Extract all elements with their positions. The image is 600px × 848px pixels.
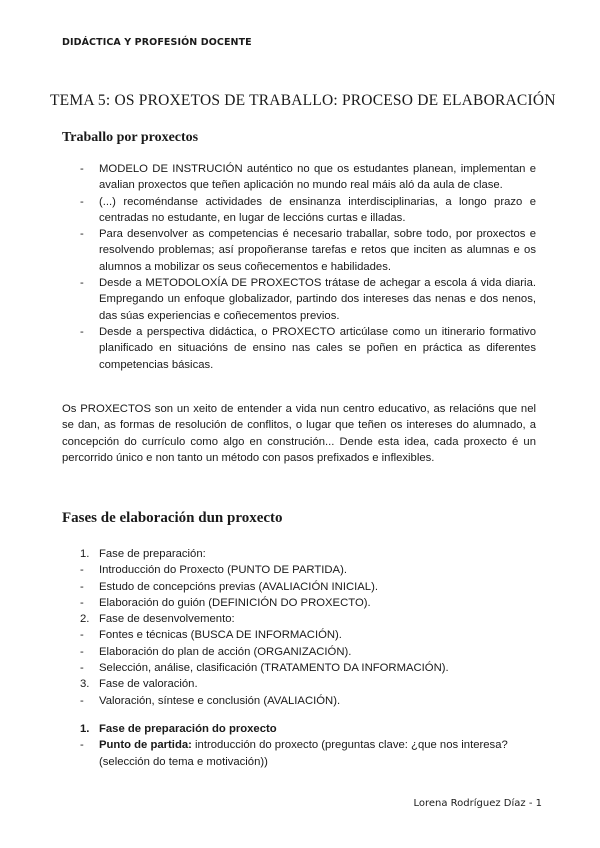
list-item (80, 627, 540, 643)
list-item: - MODELO DE INSTRUCIÓN auténtico no que os estudantes planean, implementan e avalian proxectos que teñen aplicación no mundo real máis aló da aula de clase. (80, 161, 536, 194)
list-item-text: Fase de desenvolvemento: (99, 613, 235, 626)
list-marker: - (80, 645, 84, 658)
list-item: - (...) recoméndanse actividades de ensinanza interdisciplinarias, a longo prazo e centradas no estudante, en lugar de leccións curtas e illadas. (80, 194, 536, 227)
list-item (80, 693, 540, 709)
list-marker: - (80, 739, 84, 752)
list-item (80, 579, 540, 595)
list-marker: - (80, 580, 84, 593)
phases-list (80, 546, 540, 709)
list-item-text: Estudo de concepcións previas (AVALIACIÓN INICIAL). (99, 580, 378, 593)
list-marker: - (80, 694, 84, 707)
subsection-heading-text: Fase de preparación do proxecto (99, 723, 277, 735)
list-item-text: Valoración, síntese e conclusión (AVALIACIÓN). (99, 694, 341, 707)
section-heading-fases: Fases de elaboración dun proxecto (62, 510, 283, 526)
list-item-text: Introducción do Proxecto (PUNTO DE PARTIDA). (99, 564, 347, 577)
list-item: - Para desenvolver as competencias é necesario traballar, sobre todo, por proxectos e resolvendo problemas; así propoñeranse tarefas e retos que inciten as alumnas e os alumnos a mobilizar os seus coñecementos e habilidades. (80, 226, 536, 275)
bullet-list (80, 161, 536, 373)
list-marker: 1. (80, 548, 90, 560)
list-marker: - (80, 564, 84, 577)
body-paragraph: Os PROXECTOS son un xeito de entender a vida nun centro educativo, as relacións que nel se dan, as formas de resolución de conflitos, o lugar que teñen os intereses do alumnado, a concepción do currículo como algo en construción... Dende esta idea, cada proxecto é un percorrido único e non tanto un método con pasos prefixados e inflexibles. (62, 403, 536, 464)
list-item-text: Fase de preparación: (99, 548, 206, 560)
list-item (80, 611, 540, 627)
page-title: TEMA 5: OS PROXETOS DE TRABALLO: PROCESO DE ELABORACIÓN (50, 92, 556, 109)
list-marker: 1. (80, 723, 90, 735)
section-heading-traballo: Traballo por proxectos (62, 130, 199, 145)
list-marker: 3. (80, 678, 90, 691)
list-item-text: Elaboración do guión (DEFINICIÓN DO PROXECTO). (99, 596, 371, 609)
list-item: - Desde a METODOLOXÍA DE PROXECTOS trátase de achegar a escola á vida diaria. Empregando un enfoque globalizador, partindo dos intereses das nenas e dos nenos, das súas experiencias e coñecementos previos. (80, 275, 536, 324)
term-description: introducción do proxecto (preguntas clave: ¿que nos interesa? (selección do tema e motivación)) (99, 739, 508, 768)
list-item: - Desde a perspectiva didáctica, o PROXECTO articúlase como un itinerario formativo planificado en situacións de ensino nas cales se poñen en práctica as diferentes competencias básicas. (80, 324, 536, 373)
list-item (80, 737, 540, 770)
subsection-preparacion (80, 721, 540, 770)
term-label: Punto de partida: (99, 739, 192, 752)
list-item-text: Fontes e técnicas (BUSCA DE INFORMACIÓN). (99, 629, 342, 642)
page-footer: Lorena Rodríguez Díaz - 1 (413, 798, 542, 809)
list-item (80, 660, 540, 676)
list-item (80, 546, 540, 562)
list-item (80, 595, 540, 611)
subsection-heading (80, 721, 540, 737)
running-header: DIDÁCTICA Y PROFESIÓN DOCENTE (62, 37, 252, 48)
list-item (80, 676, 540, 692)
list-marker: - (80, 596, 84, 609)
list-marker: - (80, 629, 84, 642)
list-item (80, 644, 540, 660)
list-item-text: Selección, análise, clasificación (TRATAMENTO DA INFORMACIÓN). (99, 662, 449, 675)
list-marker: - (80, 662, 84, 675)
list-item-text: Fase de valoración. (99, 678, 198, 691)
list-item-text: Elaboración do plan de acción (ORGANIZACIÓN). (99, 645, 352, 658)
list-marker: 2. (80, 613, 90, 626)
list-item (80, 562, 540, 578)
